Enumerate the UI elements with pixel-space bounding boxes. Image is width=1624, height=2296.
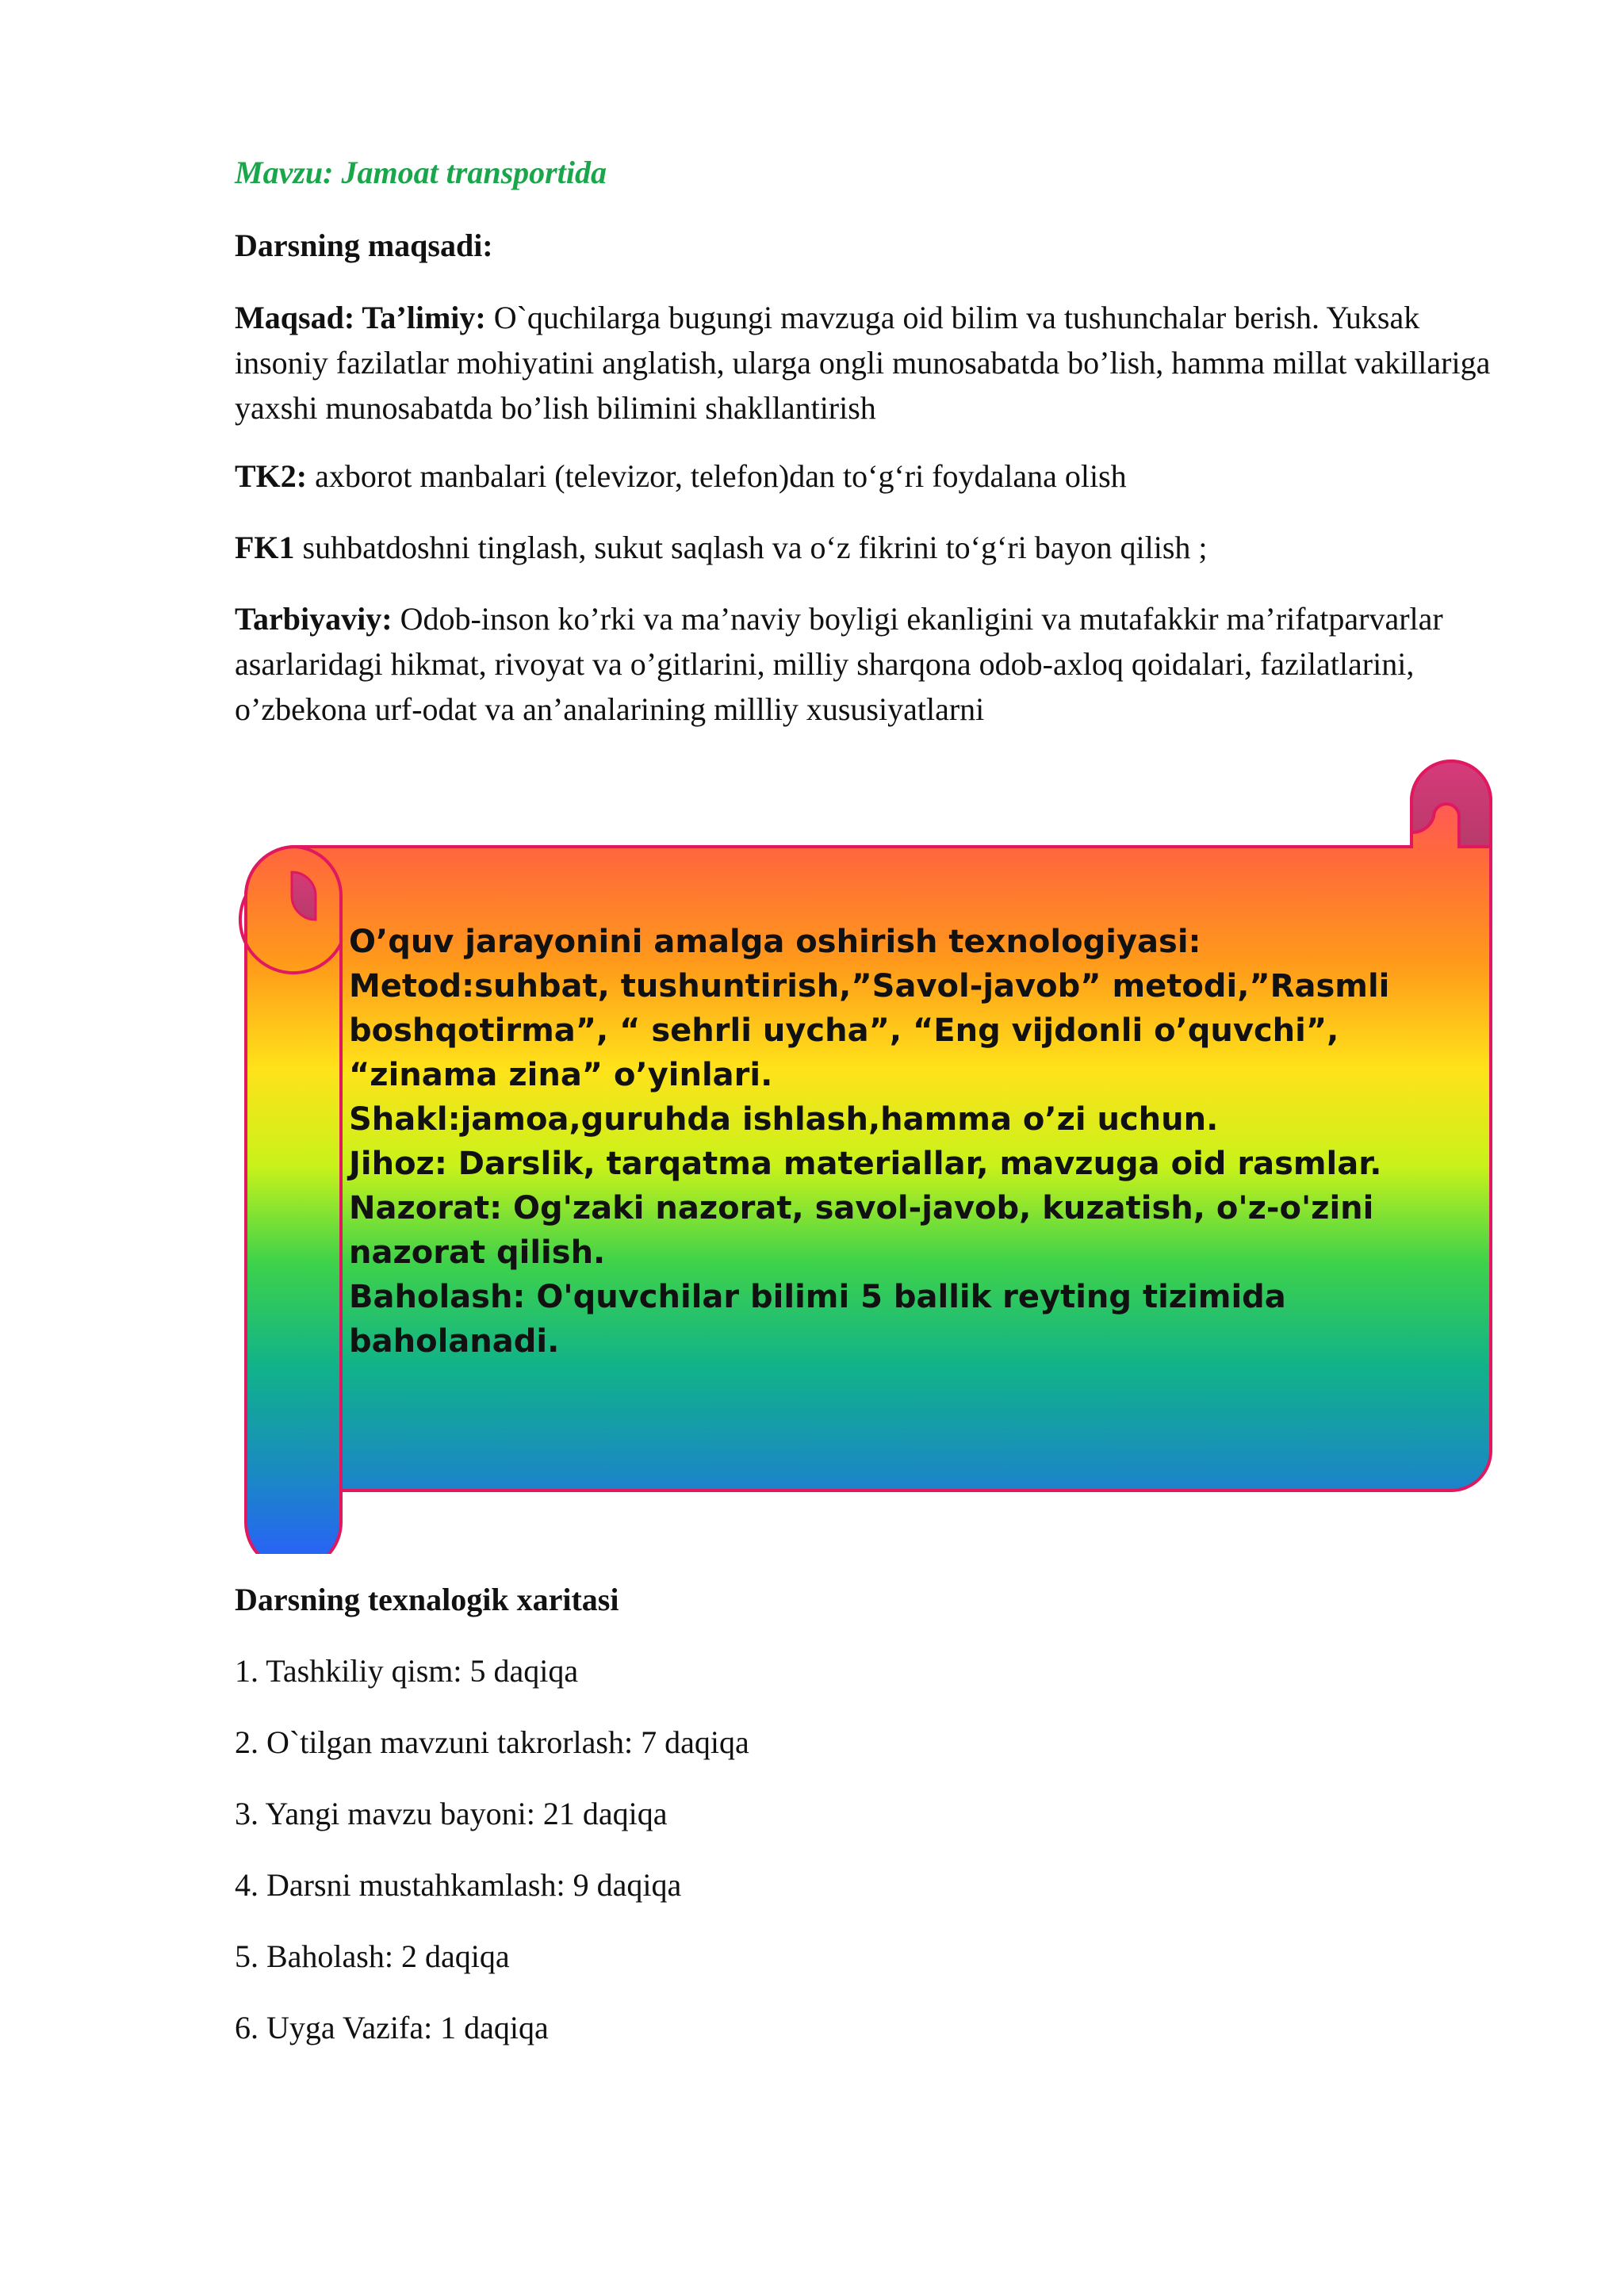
objective-talimiy-text: O`quchilarga bugungi mavzuga oid bilim va tushunchalar berish. Yuksak insoniy fazilatlar mohiyatini anglatish, ularga ongli munosabatda bo’lish, hamma millat vakillariga yaxshi munosabatda bo’lish bilimini shakllantirish — [235, 300, 1491, 426]
scroll-line: Baholash: O'quvchilar bilimi 5 ballik reyting tizimida — [349, 1279, 1286, 1315]
scroll-line: Nazorat: Og'zaki nazorat, savol-javob, kuzatish, o'z-o'zini — [349, 1190, 1374, 1226]
scroll-line: Jihoz: Darslik, tarqatma materiallar, mavzuga oid rasmlar. — [349, 1146, 1382, 1182]
map-heading: Darsning texnalogik xaritasi — [235, 1582, 619, 1617]
objective-tarbiyaviy — [235, 596, 1519, 732]
scroll-line: Metod:suhbat, tushuntirish,”Savol-javob” metodi,”Rasmli — [349, 968, 1390, 1004]
goal-heading: Darsning maqsadi: — [235, 228, 493, 263]
scroll-line: Shakl:jamoa,guruhda ishlash,hamma o’zi uchun. — [349, 1101, 1219, 1138]
list-item: 2. O`tilgan mavzuni takrorlash: 7 daqiqa — [235, 1724, 749, 1760]
objective-talimiy — [235, 295, 1519, 430]
objective-tk2 — [235, 453, 1519, 499]
list-item: 1. Tashkiliy qism: 5 daqiqa — [235, 1653, 579, 1689]
objective-tk2-text: axborot manbalari (televizor, telefon)dan to‘g‘ri foydalana olish — [307, 458, 1127, 494]
objective-talimiy-label: Maqsad: Ta’limiy: — [235, 300, 486, 335]
objective-fk1-text: suhbatdoshni tinglash, sukut saqlash va o‘z fikrini to‘g‘ri bayon qilish ; — [294, 530, 1208, 565]
list-item: 3. Yangi mavzu bayoni: 21 daqiqa — [235, 1796, 668, 1831]
scroll-line: nazorat qilish. — [349, 1234, 606, 1271]
topic-title: Mavzu: Jamoat transportida — [235, 155, 607, 190]
scroll-line: “zinama zina” o’yinlari. — [349, 1057, 773, 1093]
objective-tarbiyaviy-label: Tarbiyaviy: — [235, 601, 393, 637]
scroll-line: O’quv jarayonini amalga oshirish texnologiyasi: — [349, 924, 1201, 960]
list-item: 5. Baholash: 2 daqiqa — [235, 1938, 510, 1974]
objective-fk1-label: FK1 — [235, 530, 295, 565]
scroll-text — [349, 920, 1459, 1364]
objective-fk1 — [235, 525, 1519, 570]
scroll-line: boshqotirma”, “ sehrli uycha”, “Eng vijdonli o’quvchi”, — [349, 1012, 1339, 1049]
list-item: 4. Darsni mustahkamlash: 9 daqiqa — [235, 1867, 682, 1903]
objective-tk2-label: TK2: — [235, 458, 308, 494]
list-item: 6. Uyga Vazifa: 1 daqiqa — [235, 2010, 549, 2045]
objective-tarbiyaviy-text: Odob-inson ko’rki va ma’naviy boyligi ekanligini va mutafakkir ma’rifatparvarlar asarlaridagi hikmat, rivoyat va o’gitlarini, milliy sharqona odob-axloq qoidalari, fazilatlarini, o’zbekona urf-odat va an’analarining millliy xususiyatlarni — [235, 601, 1443, 727]
scroll-line: baholanadi. — [349, 1323, 560, 1360]
